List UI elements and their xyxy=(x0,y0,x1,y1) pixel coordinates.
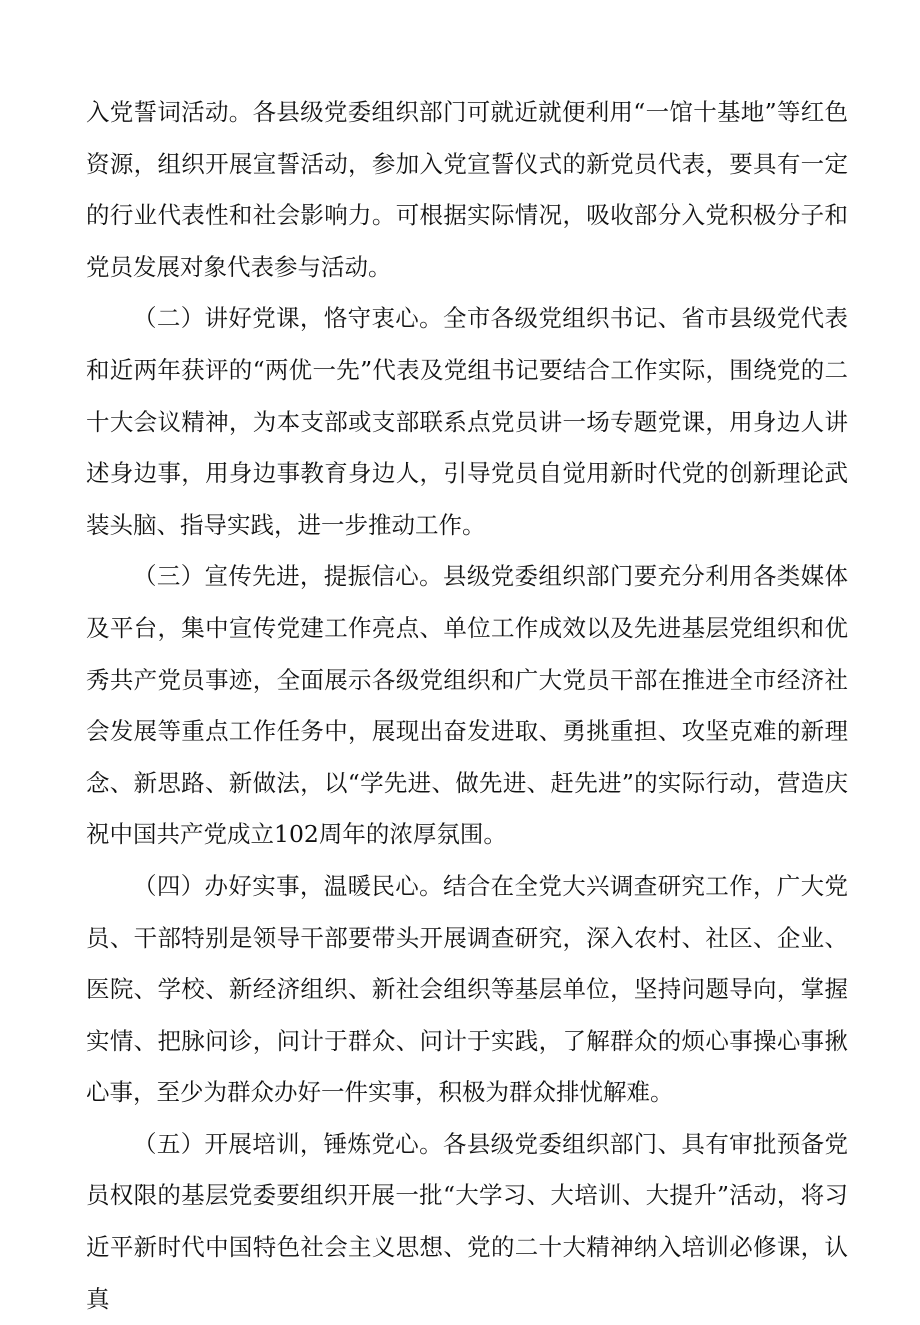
paragraph-practical-matters: （四）办好实事，温暖民心。结合在全党大兴调查研究工作，广大党员、干部特别是领导干部要带头开展调查研究，深入农村、社区、企业、医院、学校、新经济组织、新社会组织等基层单位，坚持问题导向，掌握实情、把脉问诊，问计于群众、问计于实践，了解群众的烦心事操心事揪心事，至少为群众办好一件实事，积极为群众排忧解难。 xyxy=(86,871,848,1107)
paragraph-promote-advanced: （三）宣传先进，提振信心。县级党委组织部门要充分利用各类媒体及平台，集中宣传党建工作亮点、单位工作成效以及先进基层党组织和优秀共产党员事迹，全面展示各级党组织和广大党员干部在推进全市经济社会发展等重点工作任务中，展现出奋发进取、勇挑重担、攻坚克难的新理念、新思路、新做法，以“学先进、做先进、赶先进”的实际行动，营造庆祝中国共产党成立102周年的浓厚氛围。 xyxy=(86,562,848,849)
paragraph-party-lecture: （二）讲好党课，恪守衷心。全市各级党组织书记、省市县级党代表和近两年获评的“两优一先”代表及党组书记要结合工作实际，围绕党的二十大会议精神，为本支部或支部联系点党员讲一场专题党课，用身边人讲述身边事，用身边事教育身边人，引导党员自觉用新时代党的创新理论武装头脑、指导实践，进一步推动工作。 xyxy=(86,304,848,539)
document-page xyxy=(86,87,848,1325)
paragraph-training: （五）开展培训，锤炼党心。各县级党委组织部门、具有审批预备党员权限的基层党委要组织开展一批“大学习、大培训、大提升”活动，将习近平新时代中国特色社会主义思想、党的二十大精神纳入培训必修课，认真 xyxy=(86,1129,848,1313)
paragraph-continuation: 入党誓词活动。各县级党委组织部门可就近就便利用“一馆十基地”等红色资源，组织开展宣誓活动，参加入党宣誓仪式的新党员代表，要具有一定的行业代表性和社会影响力。可根据实际情况，吸收部分入党积极分子和党员发展对象代表参与活动。 xyxy=(86,98,848,281)
